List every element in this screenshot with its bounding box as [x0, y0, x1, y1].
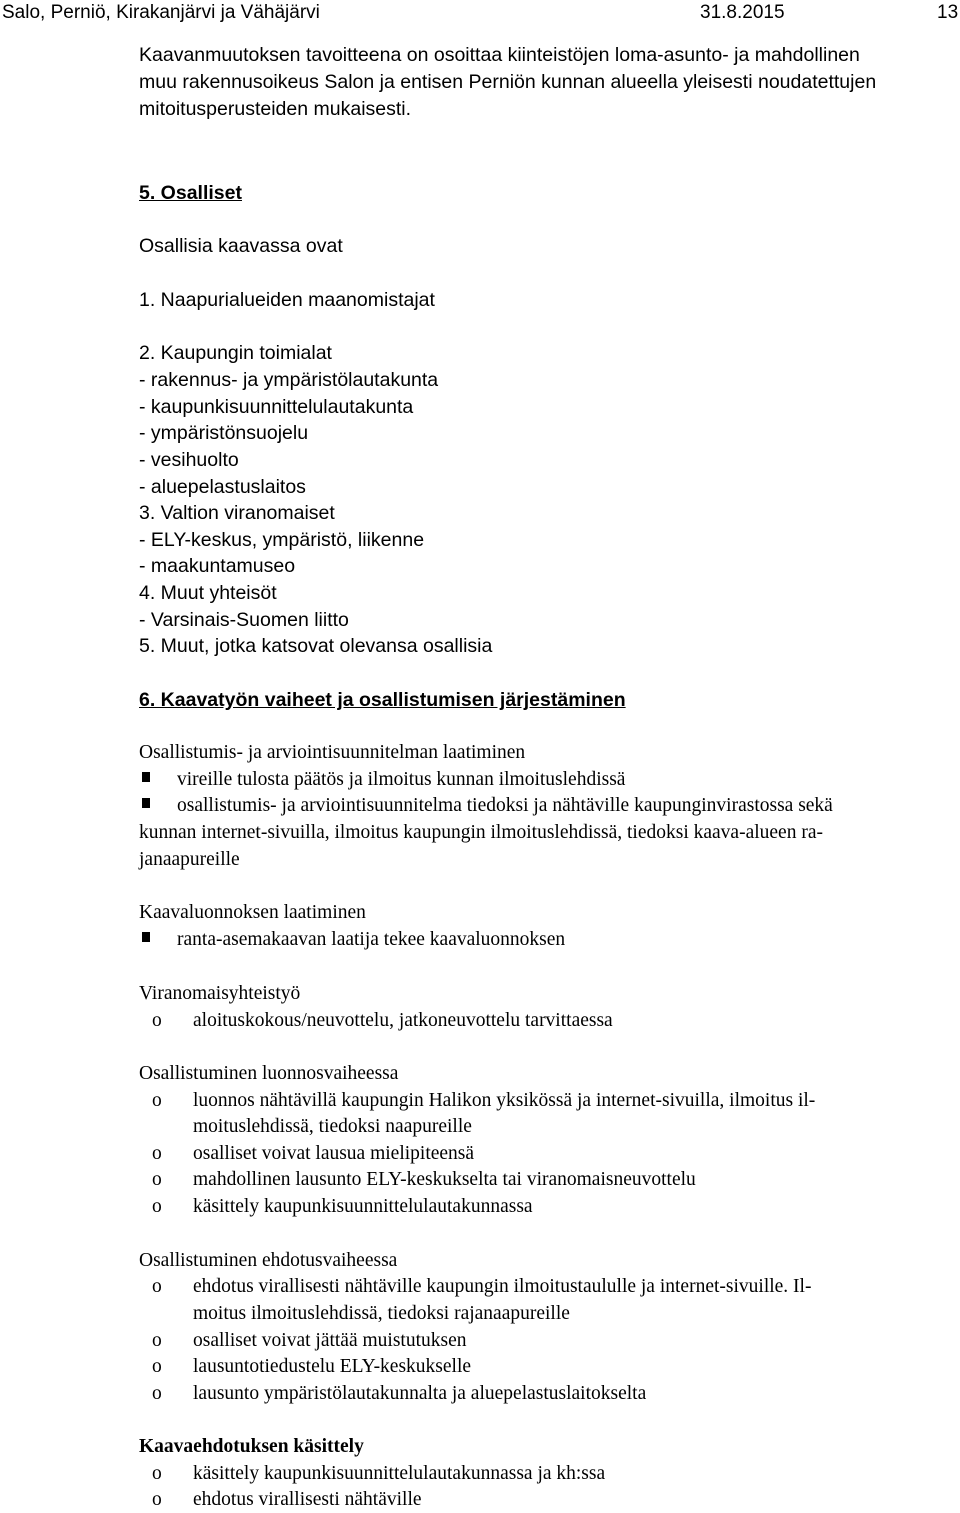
intro-paragraph — [139, 42, 939, 123]
phase-5-item: moitus ilmoituslehdissä, tiedoksi rajanaapureille — [193, 1303, 570, 1324]
header-title: Salo, Perniö, Kirakanjärvi ja Vähäjärvi — [2, 2, 320, 23]
phase-5-item: osalliset voivat jättää muistutuksen — [193, 1330, 467, 1351]
group-3: 3. Valtion viranomaiset — [139, 502, 335, 524]
circle-bullet-icon: o — [152, 1010, 162, 1031]
circle-bullet-icon: o — [152, 1489, 162, 1510]
group-5: 5. Muut, jotka katsovat olevansa osallisia — [139, 635, 493, 657]
group-4: 4. Muut yhteisöt — [139, 582, 277, 604]
page-header — [0, 0, 960, 30]
phase-5-title: Osallistuminen ehdotusvaiheessa — [139, 1250, 398, 1271]
phase-6-title: Kaavaehdotuksen käsittely — [139, 1436, 364, 1457]
group-2-item: - vesihuolto — [139, 449, 239, 471]
phase-4-item: mahdollinen lausunto ELY-keskukselta tai viranomaisneuvottelu — [193, 1169, 696, 1190]
group-2-item: - ympäristönsuojelu — [139, 422, 309, 444]
phase-1-continuation: kunnan internet-sivuilla, ilmoitus kaupungin ilmoituslehdissä, tiedoksi kaava-alueen ra- — [139, 822, 823, 843]
header-date: 31.8.2015 — [700, 2, 785, 23]
phase-2-item: ranta-asemakaavan laatija tekee kaavaluonnoksen — [177, 929, 566, 950]
phase-4-item: osalliset voivat lausua mielipiteensä — [193, 1143, 475, 1164]
section-5-heading: 5. Osalliset — [139, 182, 242, 204]
group-3-item: - maakuntamuseo — [139, 555, 296, 577]
square-bullet-icon — [142, 772, 150, 782]
phase-2-title: Kaavaluonnoksen laatiminen — [139, 902, 366, 923]
section-5-subheading: Osallisia kaavassa ovat — [139, 235, 343, 257]
circle-bullet-icon: o — [152, 1356, 162, 1377]
intro-line: Kaavanmuutoksen tavoitteena on osoittaa kiinteistöjen loma-asunto- ja mahdollinen — [139, 44, 860, 66]
group-2-item: - rakennus- ja ympäristölautakunta — [139, 369, 439, 391]
square-bullet-icon — [142, 798, 150, 808]
intro-line: mitoitusperusteiden mukaisesti. — [139, 98, 412, 120]
circle-bullet-icon: o — [152, 1463, 162, 1484]
phase-1-title: Osallistumis- ja arviointisuunnitelman laatiminen — [139, 742, 526, 763]
circle-bullet-icon: o — [152, 1143, 162, 1164]
phase-6-item: käsittely kaupunkisuunnittelulautakunnassa ja kh:ssa — [193, 1463, 606, 1484]
phase-3-title: Viranomaisyhteistyö — [139, 983, 301, 1004]
group-2-item: - kaupunkisuunnittelulautakunta — [139, 396, 414, 418]
phase-1-continuation: janaapureille — [139, 849, 240, 870]
phase-6-item: ehdotus virallisesti nähtäville — [193, 1489, 422, 1510]
circle-bullet-icon: o — [152, 1276, 162, 1297]
group-2-item: - aluepelastuslaitos — [139, 476, 306, 498]
circle-bullet-icon: o — [152, 1090, 162, 1111]
group-4-item: - Varsinais-Suomen liitto — [139, 609, 349, 631]
circle-bullet-icon: o — [152, 1169, 162, 1190]
circle-bullet-icon: o — [152, 1196, 162, 1217]
square-bullet-icon — [142, 932, 150, 942]
phase-1-item: osallistumis- ja arviointisuunnitelma tiedoksi ja nähtäville kaupunginvirastossa sekä — [177, 795, 833, 816]
circle-bullet-icon: o — [152, 1330, 162, 1351]
phase-5-item: lausunto ympäristölautakunnalta ja aluepelastuslaitokselta — [193, 1383, 647, 1404]
group-2: 2. Kaupungin toimialat — [139, 342, 332, 364]
section-6-heading: 6. Kaavatyön vaiheet ja osallistumisen järjestäminen — [139, 689, 626, 711]
phase-5-item: lausuntotiedustelu ELY-keskukselle — [193, 1356, 472, 1377]
phase-1-item: vireille tulosta päätös ja ilmoitus kunnan ilmoituslehdissä — [177, 769, 626, 790]
group-3-item: - ELY-keskus, ympäristö, liikenne — [139, 529, 425, 551]
phase-4-item: käsittely kaupunkisuunnittelulautakunnassa — [193, 1196, 533, 1217]
phase-3-item: aloituskokous/neuvottelu, jatkoneuvottelu tarvittaessa — [193, 1010, 613, 1031]
group-1: 1. Naapurialueiden maanomistajat — [139, 289, 435, 311]
phase-5-item: ehdotus virallisesti nähtäville kaupungin ilmoitustaululle ja internet-sivuille. Il- — [193, 1276, 812, 1297]
intro-line: muu rakennusoikeus Salon ja entisen Perniön kunnan alueella yleisesti noudatettujen — [139, 71, 877, 93]
phase-4-title: Osallistuminen luonnosvaiheessa — [139, 1063, 399, 1084]
circle-bullet-icon: o — [152, 1383, 162, 1404]
page-number: 13 — [937, 2, 959, 23]
phase-4-item: moituslehdissä, tiedoksi naapureille — [193, 1116, 472, 1137]
phase-4-item: luonnos nähtävillä kaupungin Halikon yksikössä ja internet-sivuilla, ilmoitus il- — [193, 1090, 816, 1111]
